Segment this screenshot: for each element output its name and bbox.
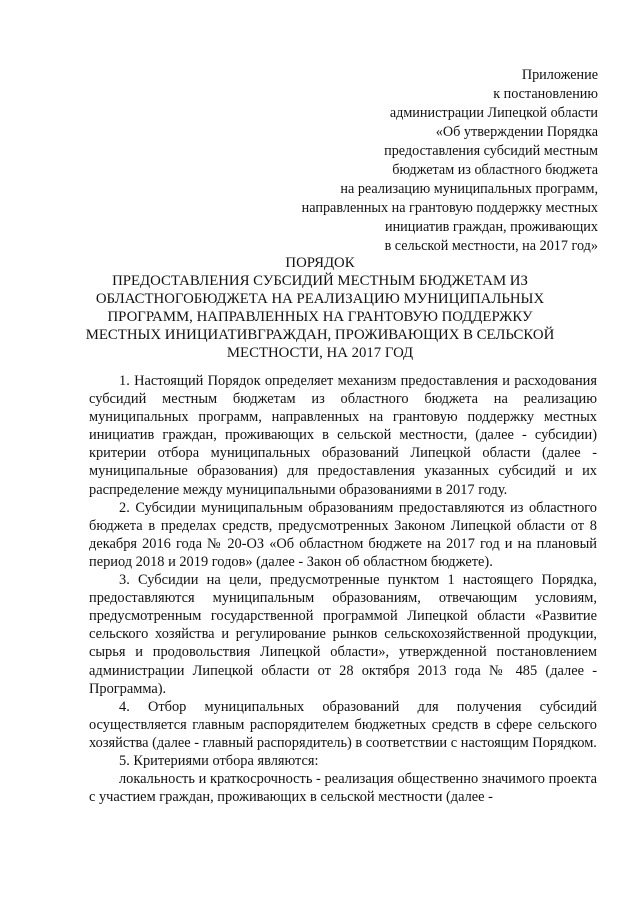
appendix-line: «Об утверждении Порядка	[435, 124, 598, 140]
document-body	[89, 372, 597, 806]
title-line: ПРОГРАММ, НАПРАВЛЕННЫХ НА ГРАНТОВУЮ ПОДДЕРЖКУ	[107, 309, 533, 325]
paragraph-3: 3. Субсидии на цели, предусмотренные пунктом 1 настоящего Порядка, предоставляются муниципальным образованиям, отвечающим условиям, предусмотренным государственной программой Липецкой области «Развитие сельского хозяйства и регулирование рынков сельскохозяйственной продукции, сырья и продовольствия Липецкой области», утвержденной постановлением администрации Липецкой области от 28 октября 2013 года № 485 (далее - Программа).	[89, 572, 597, 697]
appendix-line: на реализацию муниципальных программ,	[340, 181, 598, 197]
appendix-line: к постановлению	[493, 86, 598, 102]
appendix-line: в сельской местности, на 2017 год»	[384, 238, 598, 254]
paragraph-6: локальность и краткосрочность - реализация общественно значимого проекта с участием граждан, проживающих в сельской местности (далее -	[89, 771, 597, 806]
title-line: ОБЛАСТНОГОБЮДЖЕТА НА РЕАЛИЗАЦИЮ МУНИЦИПАЛЬНЫХ	[95, 291, 545, 307]
title-line: МЕСТНОСТИ, НА 2017 ГОД	[226, 345, 414, 361]
paragraph-5: 5. Критериями отбора являются:	[119, 752, 319, 769]
appendix-line: инициатив граждан, проживающих	[385, 219, 598, 235]
paragraph-4: 4. Отбор муниципальных образований для получения субсидий осуществляется главным распорядителем бюджетных средств в сфере сельского хозяйства (далее - главный распорядитель) в соответствии с настоящим Порядком.	[89, 698, 597, 751]
appendix-header	[238, 66, 598, 256]
appendix-line: бюджетам из областного бюджета	[392, 162, 598, 178]
appendix-line: администрации Липецкой области	[389, 105, 598, 121]
title-line: МЕСТНЫХ ИНИЦИАТИВГРАЖДАН, ПРОЖИВАЮЩИХ В СЕЛЬСКОЙ	[85, 327, 555, 343]
title-line: ПОРЯДОК	[285, 255, 355, 271]
appendix-line: Приложение	[521, 67, 598, 83]
appendix-line: направленных на грантовую поддержку местных	[301, 200, 598, 216]
title-line: ПРЕДОСТАВЛЕНИЯ СУБСИДИЙ МЕСТНЫМ БЮДЖЕТАМ ИЗ	[112, 273, 528, 289]
paragraph-2: 2. Субсидии муниципальным образованиям предоставляются из областного бюджета в пределах средств, предусмотренных Законом Липецкой области от 8 декабря 2016 года № 20-ОЗ «Об областном бюджете на 2017 год и на плановый период 2018 и 2019 годов» (далее - Закон об областном бюджете).	[89, 499, 597, 570]
appendix-line: предоставления субсидий местным	[384, 143, 598, 159]
paragraph-1: 1. Настоящий Порядок определяет механизм предоставления и расходования субсидий местным бюджетам из областного бюджета на реализацию муниципальных программ, направленных на грантовую поддержку местных инициатив граждан, проживающих в сельской местности, (далее - субсидии) критерии отбора муниципальных образований Липецкой области (далее - муниципальные образования) для предоставления указанных субсидий и их распределение между муниципальными образованиями в 2017 году.	[89, 373, 597, 498]
document-title	[40, 254, 600, 362]
